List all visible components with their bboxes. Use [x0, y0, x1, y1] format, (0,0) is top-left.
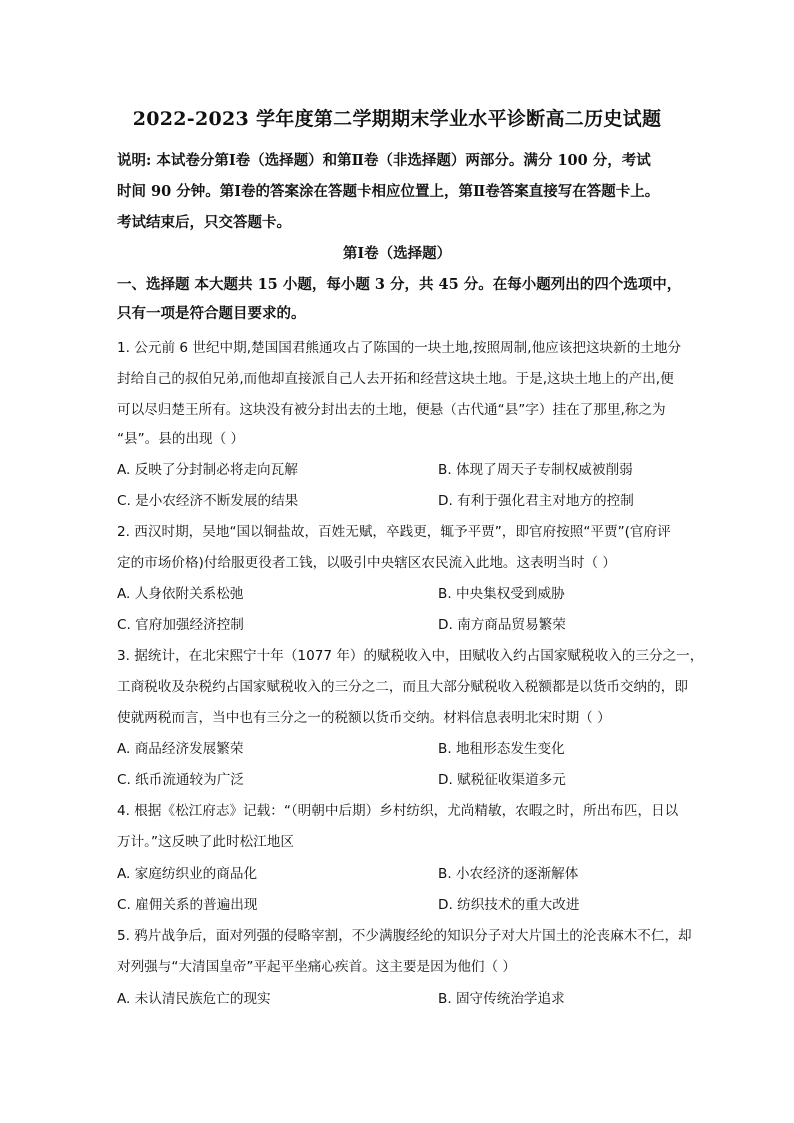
- question-3-option-b: B. 地租形态发生变化: [438, 741, 565, 757]
- question-4-option-b: B. 小农经济的逐渐解体: [438, 866, 579, 882]
- question-4-option-d: D. 纺织技术的重大改进: [438, 897, 580, 913]
- question-3-option-d: D. 赋税征收渠道多元: [438, 772, 566, 788]
- question-1-option-c: C. 是小农经济不断发展的结果: [117, 493, 299, 509]
- question-5-option-b: B. 固守传统治学追求: [438, 991, 565, 1007]
- question-2-line: 2. 西汉时期，吴地“国以铜盐故，百姓无赋，卒践更，辄予平贾”，即官府按照“平贾”(官府评: [117, 524, 671, 540]
- section-title: 第Ⅰ卷（选择题）: [342, 245, 452, 262]
- question-2-option-d: D. 南方商品贸易繁荣: [438, 617, 566, 633]
- question-1-line: “县”。县的出现（ ）: [117, 431, 245, 447]
- section-intro-line: 只有一项是符合题目要求的。: [117, 305, 306, 322]
- question-3-option-c: C. 纸币流通较为广泛: [117, 772, 244, 788]
- question-2-line: 定的市场价格)付给服更役者工钱，以吸引中央辖区农民流入此地。这表明当时（ ）: [117, 555, 616, 571]
- question-4-line: 4. 根据《松江府志》记载：“（明朝中后期）乡村纺织，尤尚精敏，农暇之时，所出布匹，日以: [117, 803, 679, 819]
- question-2-option-b: B. 中央集权受到威胁: [438, 586, 565, 602]
- question-1-option-d: D. 有利于强化君主对地方的控制: [438, 493, 634, 509]
- question-2-option-c: C. 官府加强经济控制: [117, 617, 244, 633]
- instructions-line: 时间 90 分钟。第Ⅰ卷的答案涂在答题卡相应位置上，第Ⅱ卷答案直接写在答题卡上。: [117, 183, 660, 200]
- question-5-line: 对列强与“大清国皇帝”平起平坐痛心疾首。这主要是因为他们（ ）: [117, 959, 517, 975]
- question-3-line: 使就两税而言，当中也有三分之一的税额以货币交纳。材料信息表明北宋时期（ ）: [117, 710, 611, 726]
- question-3-line: 工商税收及杂税约占国家赋税收入的三分之二，而且大部分赋税收入税额都是以货币交纳的，即: [117, 679, 688, 695]
- question-2-option-a: A. 人身依附关系松弛: [117, 586, 244, 602]
- question-4-line: 万计。”这反映了此时松江地区: [117, 834, 294, 850]
- question-4-option-a: A. 家庭纺织业的商品化: [117, 866, 258, 882]
- question-5-line: 5. 鸦片战争后，面对列强的侵略宰割，不少满腹经纶的知识分子对大片国土的沦丧麻木不仁，却: [117, 928, 692, 944]
- question-1-line: 封给自己的叔伯兄弟,而他却直接派自己人去开拓和经营这块土地。于是,这块土地上的产出,便: [117, 371, 674, 387]
- question-1-option-b: B. 体现了周天子专制权威被削弱: [438, 462, 633, 478]
- question-3-line: 3. 据统计，在北宋熙宁十年（1077 年）的赋税收入中，田赋收入约占国家赋税收入的三分之一，: [117, 648, 704, 664]
- question-1-option-a: A. 反映了分封制必将走向瓦解: [117, 462, 298, 478]
- question-5-option-a: A. 未认清民族危亡的现实: [117, 991, 271, 1007]
- question-1-line: 可以尽归楚王所有。这块没有被分封出去的土地，便悬（古代通“县”字）挂在了那里,称之为: [117, 402, 666, 418]
- question-1-line: 1. 公元前 6 世纪中期,楚国国君熊通攻占了陈国的一块土地,按照周制,他应该把这块新的土地分: [117, 340, 682, 356]
- section-intro-line: 一、选择题 本大题共 15 小题，每小题 3 分，共 45 分。在每小题列出的四个选项中，: [117, 276, 682, 293]
- exam-title: 2022-2023 学年度第二学期期末学业水平诊断高二历史试题: [132, 108, 662, 130]
- instructions-line: 说明: 本试卷分第Ⅰ卷（选择题）和第Ⅱ卷（非选择题）两部分。满分 100 分，考试: [117, 152, 651, 169]
- question-3-option-a: A. 商品经济发展繁荣: [117, 741, 244, 757]
- question-4-option-c: C. 雇佣关系的普遍出现: [117, 897, 258, 913]
- instructions-line: 考试结束后，只交答题卡。: [117, 214, 291, 231]
